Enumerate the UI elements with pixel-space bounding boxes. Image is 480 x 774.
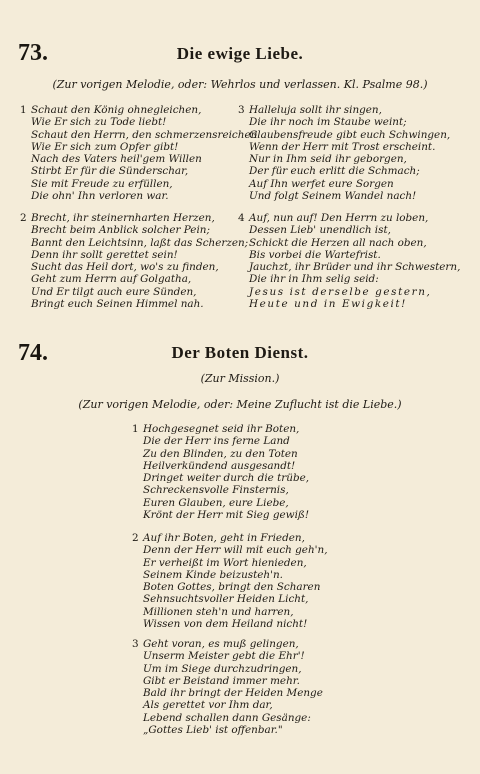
verse-number: 2 <box>132 532 139 544</box>
verse-line: Wie Er sich zu Tode liebt! <box>31 116 167 129</box>
verse-line: Seinem Kinde beizusteh'n. <box>143 568 283 581</box>
verse <box>20 212 249 311</box>
verse-line: Der für euch erlitt die Schmach; <box>249 165 420 178</box>
verse-line: Heilverkündend ausgesandt! <box>143 459 296 472</box>
verse-line: Schreckensvolle Finsternis, <box>143 484 289 497</box>
melody-note: (Zur vorigen Melodie, oder: Meine Zuflucht ist die Liebe.) <box>78 398 402 411</box>
verse-number: 1 <box>132 423 139 435</box>
verse-line: Nach des Vaters heil'gem Willen <box>31 153 202 166</box>
verse-line: Die ihr noch im Staube weint; <box>249 116 407 129</box>
verse-line: Sie mit Freude zu erfüllen, <box>31 177 173 190</box>
hymn-title: Der Boten Dienst. <box>171 343 309 362</box>
occasion-note: (Zur Mission.) <box>200 372 280 385</box>
verse-line: Auf ihr Boten, geht in Frieden, <box>143 532 305 544</box>
verse-line: Jesus ist derselbe gestern, <box>249 285 432 298</box>
verse-line: Jauchzt, ihr Brüder und ihr Schwestern, <box>249 261 461 274</box>
verse-line: Bald ihr bringt der Heiden Menge <box>143 687 323 700</box>
verse-line: Dringet weiter durch die trübe, <box>143 472 310 485</box>
verse-line: Brecht beim Anblick solcher Pein; <box>31 224 210 237</box>
verse-line: Schaut den König ohnegleichen, <box>31 104 202 116</box>
verse-line: Bringt euch Seinen Himmel nah. <box>31 298 204 311</box>
verse-line: Nur in Ihm seid ihr geborgen, <box>249 153 407 166</box>
verse-line: Halleluja sollt ihr singen, <box>249 104 382 116</box>
verse-line: Schaut den Herrn, den schmerzensreichen <box>31 128 258 141</box>
verse-line: Geht voran, es muß gelingen, <box>143 638 299 650</box>
verse-line: Und folgt Seinem Wandel nach! <box>249 190 417 203</box>
verse <box>20 104 258 203</box>
verse-line: Boten Gottes, bringt den Scharen <box>143 581 321 594</box>
verse-line: Um im Siege durchzudringen, <box>143 662 302 675</box>
hymn-title: Die ewige Liebe. <box>176 44 304 63</box>
verse-line: Gibt er Beistand immer mehr. <box>143 674 300 687</box>
verse-line: Bannt den Leichtsinn, laßt das Scherzen; <box>31 236 249 249</box>
verse-line: Als gerettet vor Ihm dar, <box>143 699 273 712</box>
verse-line: Lebend schallen dann Gesänge: <box>143 711 311 724</box>
verse-line: Auf Ihn werfet eure Sorgen <box>249 177 394 190</box>
verse-line: Euren Glauben, eure Liebe, <box>143 496 289 509</box>
verse-line: Denn ihr sollt gerettet sein! <box>31 248 178 261</box>
verse-line: Hochgesegnet seid ihr Boten, <box>143 423 300 435</box>
verse <box>238 212 461 311</box>
verse-line: Krönt der Herr mit Sieg gewiß! <box>143 509 310 522</box>
verse-line: Sehnsuchtsvoller Heiden Licht, <box>143 593 309 606</box>
verse-line: Stirbt Er für die Sünderschar, <box>31 165 189 178</box>
verse <box>132 423 310 522</box>
verse-number: 1 <box>20 104 27 116</box>
hymn-number: 73. <box>18 40 48 66</box>
verse-line: Glaubensfreude gibt euch Schwingen, <box>249 128 451 141</box>
verse-number: 2 <box>20 212 27 224</box>
verse-line: Wie Er sich zum Opfer gibt! <box>31 140 179 153</box>
verse-number: 4 <box>238 212 245 224</box>
verse-line: Geht zum Herrn auf Golgatha, <box>31 273 192 286</box>
verse-line: Die ihr in Ihm selig seid: <box>249 273 379 286</box>
verse-line: Die der Herr ins ferne Land <box>143 435 290 448</box>
verse-line: Auf, nun auf! Den Herrn zu loben, <box>249 212 429 224</box>
verse-line: Unserm Meister gebt die Ehr'! <box>143 650 305 663</box>
verse-number: 3 <box>238 104 245 116</box>
verse-line: Und Er tilgt auch eure Sünden, <box>31 285 197 298</box>
verse-number: 3 <box>132 638 139 650</box>
verse-line: Denn der Herr will mit euch geh'n, <box>143 544 328 557</box>
verse-line: Millionen steh'n und harren, <box>143 605 294 618</box>
verse-line: Zu den Blinden, zu den Toten <box>143 447 298 460</box>
melody-note: (Zur vorigen Melodie, oder: Wehrlos und verlassen. Kl. Psalme 98.) <box>52 78 428 91</box>
verse-line: Heute und in Ewigkeit! <box>249 298 407 311</box>
verse-line: Wissen von dem Heiland nicht! <box>143 618 308 631</box>
hymn-number: 74. <box>18 340 48 366</box>
verse-line: Die ohn' Ihn verloren war. <box>31 190 169 203</box>
verse-line: Wenn der Herr mit Trost erscheint. <box>249 140 436 153</box>
verse-line: Bis vorbei die Wartefrist. <box>249 248 381 261</box>
verse <box>132 638 323 737</box>
verse-line: „Gottes Lieb' ist offenbar." <box>143 724 283 737</box>
verse-line: Sucht das Heil dort, wo's zu finden, <box>31 261 219 274</box>
verse-line: Schickt die Herzen all nach oben, <box>249 236 427 249</box>
verse-line: Brecht, ihr steinernharten Herzen, <box>31 212 215 224</box>
verse-line: Dessen Lieb' unendlich ist, <box>249 224 391 237</box>
verse <box>238 104 451 203</box>
verse <box>132 532 328 631</box>
verse-line: Er verheißt im Wort hienieden, <box>143 556 307 569</box>
